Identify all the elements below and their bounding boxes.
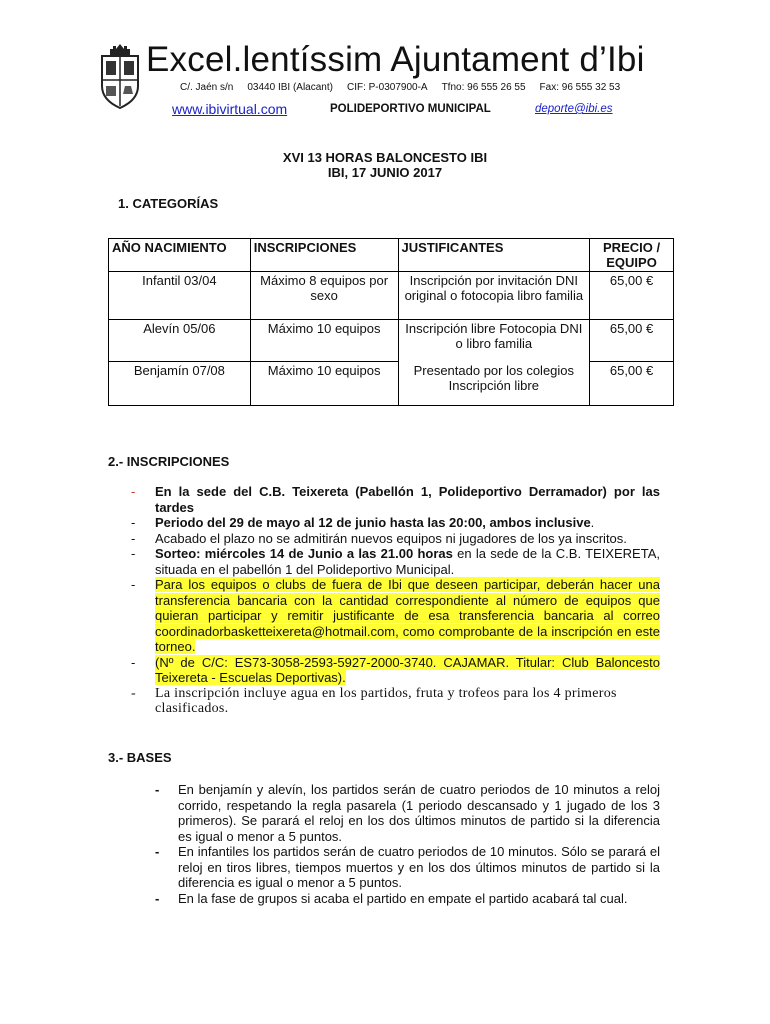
column-header: PRECIO / EQUIPO xyxy=(590,239,674,272)
section-heading-bases: 3.- BASES xyxy=(108,750,172,765)
list-item xyxy=(152,891,660,907)
table-cell: Máximo 8 equipos por sexo xyxy=(250,272,398,320)
list-item xyxy=(128,686,660,717)
list-item xyxy=(128,577,660,655)
column-header: INSCRIPCIONES xyxy=(250,239,398,272)
item-text-highlighted: Para los equipos o clubs de fuera de Ibi que deseen participar, deberán hacer una transferencia bancaria con la cantidad correspondiente al número de equipos que quieran participar y remitir justificante de esa transferencia bancaria al correo coordinadorbasketteixereta@hotmail.com, como comprobante de la inscripción en este torneo. xyxy=(155,577,660,654)
item-text: Periodo del 29 de mayo al 12 de junio hasta las 20:00, ambos inclusive xyxy=(155,515,591,530)
postal-address: 03440 IBI (Alacant) xyxy=(247,82,333,93)
column-header: AÑO NACIMIENTO xyxy=(109,239,251,272)
dash-bullet: - xyxy=(131,484,136,499)
item-text: En infantiles los partidos serán de cuatro periodos de 10 minutos. Sólo se parará el reloj en tiros libres, tiempos muertos y en los dos últimos minutos de partido si la diferencia es igual o menor a 5 puntos. xyxy=(178,844,660,890)
section-heading-categorias: 1. CATEGORÍAS xyxy=(118,196,219,211)
item-text: En la sede del C.B. Teixereta (Pabellón 1, Polideportivo Derramador) por las tardes xyxy=(155,484,660,515)
table-row xyxy=(109,362,674,406)
item-text-tail: . xyxy=(590,515,595,530)
table-cell: Inscripción libre Fotocopia DNI o libro familia xyxy=(398,320,590,362)
dash-bullet: - xyxy=(131,685,136,701)
item-text-bold: Sorteo: miércoles 14 de Junio a las 21.00 horas xyxy=(155,546,453,561)
item-text: Acabado el plazo no se admitirán nuevos equipos ni jugadores de los ya inscritos. xyxy=(155,530,627,546)
section-heading-inscripciones: 2.- INSCRIPCIONES xyxy=(108,454,230,469)
phone-number: Tfno: 96 555 26 55 xyxy=(441,82,526,93)
table-row xyxy=(109,320,674,362)
inscripciones-list xyxy=(128,484,660,717)
dash-bullet: - xyxy=(131,577,136,592)
town-crest-logo xyxy=(98,42,142,112)
list-item xyxy=(128,546,660,577)
dash-bullet: - xyxy=(131,530,136,546)
event-title: XVI 13 HORAS BALONCESTO IBI xyxy=(282,150,488,165)
dash-bullet: - xyxy=(131,515,136,530)
street-address: C/. Jaén s/n xyxy=(180,82,234,93)
item-text: En la fase de grupos si acaba el partido en empate el partido acabará tal cual. xyxy=(178,890,628,906)
item-text: en la sede de la C.B. TEIXERETA, situada en el pabellón 1 del Polideportivo Municipal. xyxy=(155,546,660,577)
item-text: La inscripción incluye agua en los partidos, fruta y trofeos para los 4 primeros clasificados. xyxy=(155,685,617,716)
table-cell: Inscripción por invitación DNI original o fotocopia libro familia xyxy=(398,272,590,320)
table-cell: 65,00 € xyxy=(590,362,674,406)
list-item xyxy=(128,515,660,531)
item-text-highlighted: (Nº de C/C: ES73-3058-2593-5927-2000-3740. CAJAMAR. Titular: Club Baloncesto Teixereta - Escuelas Deportivas). xyxy=(155,654,660,685)
table-cell: Alevín 05/06 xyxy=(109,320,251,362)
dash-bullet: - xyxy=(131,546,136,561)
table-cell: Máximo 10 equipos xyxy=(250,320,398,362)
list-item xyxy=(152,782,660,844)
table-cell: Benjamín 07/08 xyxy=(109,362,251,406)
dash-bullet: - xyxy=(155,844,160,859)
table-cell: Máximo 10 equipos xyxy=(250,362,398,406)
table-cell: 65,00 € xyxy=(590,320,674,362)
list-item xyxy=(128,655,660,686)
event-date: IBI, 17 JUNIO 2017 xyxy=(327,165,443,180)
cif-number: CIF: P-0307900-A xyxy=(346,82,428,93)
email-link[interactable]: deporte@ibi.es xyxy=(535,103,613,115)
item-text: En benjamín y alevín, los partidos serán de cuatro periodos de 10 minutos a reloj corrido, respetando la regla pasarela (1 periodo descansado y 1 jugado de los 3 primeros). Se parará el reloj en los dos últimos minutos de partido si la diferencia es igual o menor a 5 puntos. xyxy=(178,782,660,844)
address-line xyxy=(180,82,634,93)
table-cell: Presentado por los colegios Inscripción libre xyxy=(398,362,590,406)
column-header: JUSTIFICANTES xyxy=(398,239,590,272)
page-title: Excel.lentíssim Ajuntament d’Ibi xyxy=(146,40,645,79)
list-item xyxy=(128,531,660,547)
table-cell: 65,00 € xyxy=(590,272,674,320)
department-name: POLIDEPORTIVO MUNICIPAL xyxy=(330,103,491,115)
bases-list xyxy=(152,782,660,906)
list-item xyxy=(128,484,660,515)
dash-bullet: - xyxy=(155,782,160,797)
table-header-row xyxy=(109,239,674,272)
fax-number: Fax: 96 555 32 53 xyxy=(539,82,621,93)
website-link[interactable]: www.ibivirtual.com xyxy=(172,101,288,117)
table-row xyxy=(109,272,674,320)
list-item xyxy=(152,844,660,891)
categories-table xyxy=(108,238,674,406)
dash-bullet: - xyxy=(155,890,160,906)
table-cell: Infantil 03/04 xyxy=(109,272,251,320)
dash-bullet: - xyxy=(131,654,136,670)
